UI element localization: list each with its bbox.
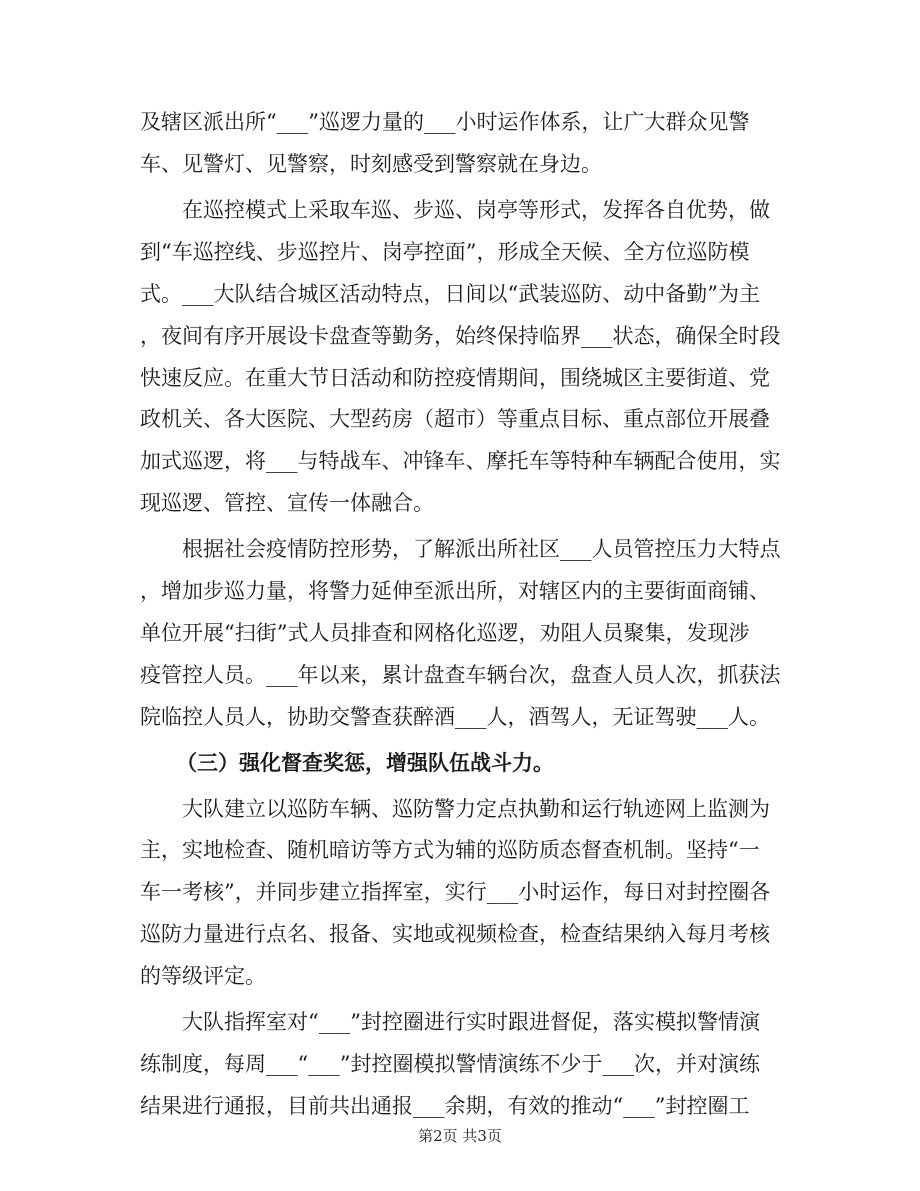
- text-line: 式。___大队结合城区活动特点，日间以“武装巡防、动中备勤”为主: [140, 282, 760, 306]
- text-line: 疫管控人员。___年以来，累计盘查车辆台次，盘查人员人次，抓获法: [140, 663, 781, 687]
- paragraph-start-line: 大队建立以巡防车辆、巡防警力定点执勤和运行轨迹网上监测为: [182, 797, 770, 821]
- text-line: 政机关、各大医院、大型药房（超市）等重点目标、重点部位开展叠: [140, 407, 770, 431]
- text-line: 现巡逻、管控、宣传一体融合。: [140, 491, 434, 515]
- text-line: 主，实地检查、随机暗访等方式为辅的巡防质态督查机制。坚持“一: [140, 838, 760, 862]
- text-line: 院临控人员人，协助交警查获醉酒___人，酒驾人，无证驾驶___人。: [140, 705, 770, 729]
- text-line: ，夜间有序开展设卡盘查等勤务，始终保持临界___状态，确保全时段: [140, 324, 781, 348]
- text-line: 及辖区派出所“___”巡逻力量的___小时运作体系，让广大群众见警: [140, 110, 750, 134]
- text-line: 车、见警灯、见警察，时刻感受到警察就在身边。: [140, 152, 602, 176]
- text-line: 单位开展“扫街”式人员排查和网格化巡逻，劝阻人员聚集，发现涉: [140, 621, 750, 645]
- paragraph-start-line: 在巡控模式上采取车巡、步巡、岗亭等形式，发挥各自优势，做: [182, 198, 770, 222]
- text-line: 巡防力量进行点名、报备、实地或视频检查，检查结果纳入每月考核: [140, 922, 770, 946]
- paragraph-start-line: 大队指挥室对“___”封控圈进行实时跟进督促，落实模拟警情演: [182, 1010, 760, 1034]
- text-line: 车一考核”，并同步建立指挥室，实行___小时运作，每日对封控圈各: [140, 880, 771, 904]
- section-heading: （三）强化督查奖惩，增强队伍战斗力。: [176, 750, 554, 775]
- text-line: 结果进行通报，目前共出通报___余期，有效的推动“___”封控圈工: [140, 1094, 750, 1118]
- text-line: 到“车巡控线、步巡控片、岗亭控面”，形成全天候、全方位巡防模: [140, 240, 750, 264]
- paragraph-start-line: 根据社会疫情防控形势，了解派出所社区___人员管控压力大特点: [182, 537, 781, 561]
- text-line: 练制度，每周___“___”封控圈模拟警情演练不少于___次，并对演练: [140, 1052, 760, 1076]
- text-line: 加式巡逻，将___与特战车、冲锋车、摩托车等特种车辆配合使用，实: [140, 449, 781, 473]
- text-line: ，增加步巡力量，将警力延伸至派出所，对辖区内的主要街面商铺、: [140, 579, 770, 603]
- text-line: 快速反应。在重大节日活动和防控疫情期间，围绕城区主要街道、党: [140, 366, 770, 390]
- text-line: 的等级评定。: [140, 964, 266, 988]
- page-number: 第2页 共3页: [418, 1127, 502, 1145]
